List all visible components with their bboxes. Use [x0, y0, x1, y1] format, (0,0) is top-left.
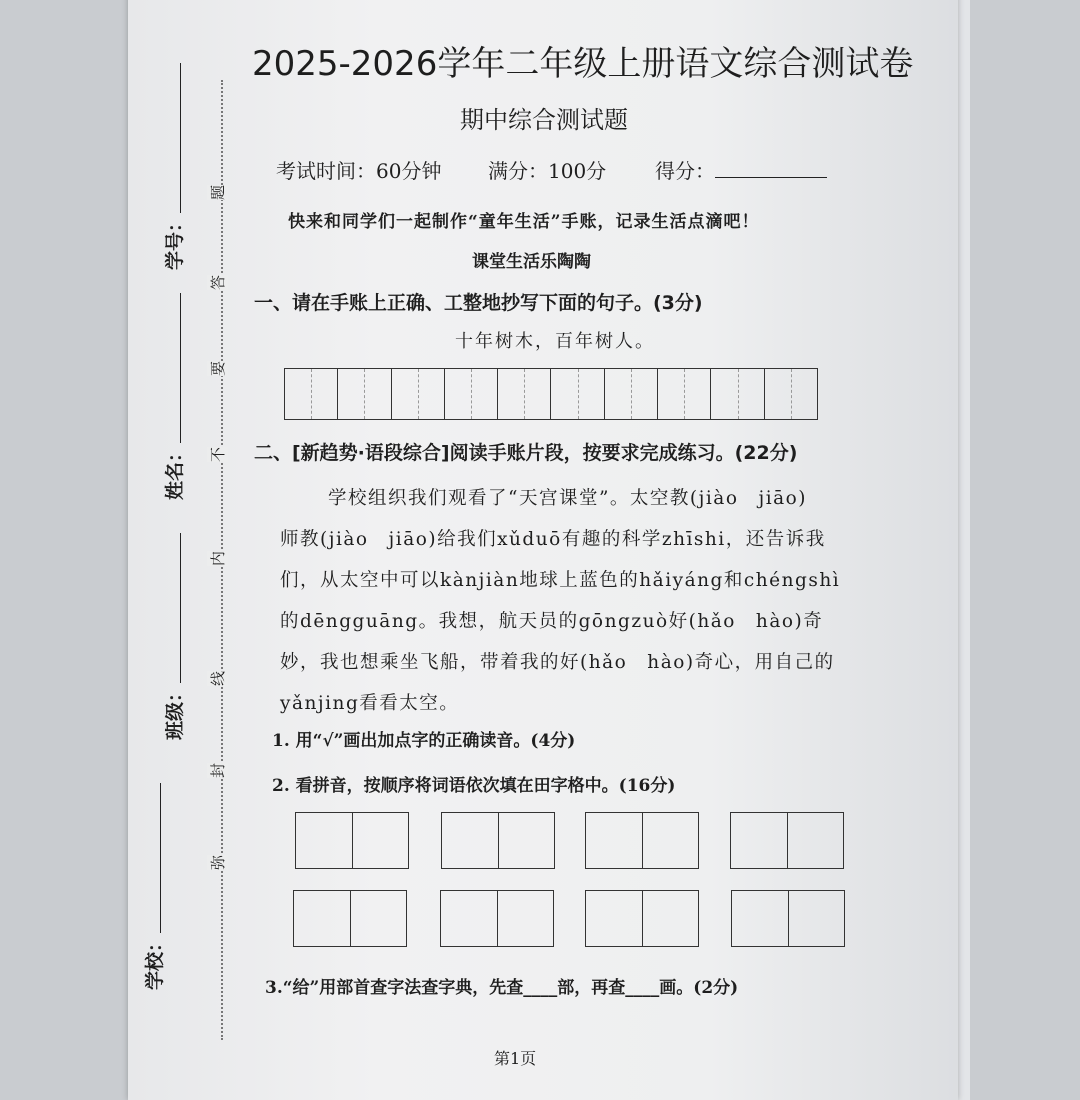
full-score: 满分：100分 [488, 159, 607, 183]
tianzige-box[interactable] [731, 890, 845, 947]
reading-passage: 学校组织我们观看了“天宫课堂”。太空教(jiào jiāo) 师教(jiào jiāo)给我们xǔduō有趣的科学zhīshi，还告诉我 们，从太空中可以kànjiàn地球上蓝色的hǎiyáng和chéngshì 的dēngguāng。我想，航天员的gōngzuò好(hǎo hào)奇 妙，我也想乘坐飞船，带着我的好(hǎo hào)奇心，用自己的 yǎnjing看看太空。 [280, 488, 841, 714]
tianzige-box[interactable] [293, 890, 407, 947]
seal-char: 封 [209, 762, 228, 779]
question-2-title: 二、[新趋势·语段综合]阅读手账片段，按要求完成练习。(22分) [254, 442, 798, 464]
page-number: 第1页 [494, 1049, 537, 1068]
seal-char: 内 [209, 550, 228, 567]
score-field[interactable]: 得分： [655, 155, 827, 184]
question-1-title: 一、请在手账上正确、工整地抄写下面的句子。(3分) [254, 292, 703, 314]
tianzige-box[interactable] [440, 890, 554, 947]
seal-char: 答 [209, 274, 228, 291]
tianzige-box[interactable] [730, 812, 844, 869]
copy-sentence: 十年树木，百年树人。 [455, 331, 655, 352]
writing-grid[interactable] [284, 368, 818, 420]
tianzige-box[interactable] [441, 812, 555, 869]
section-title: 课堂生活乐陶陶 [472, 252, 591, 272]
tianzige-box[interactable] [295, 812, 409, 869]
sub-question-2: 2. 看拼音，按顺序将词语依次填在田字格中。(16分) [272, 776, 676, 796]
intro-text: 快来和同学们一起制作“童年生活”手账，记录生活点滴吧！ [288, 212, 760, 232]
name-field[interactable]: 姓名： [160, 293, 187, 500]
sub-question-1: 1. 用“√”画出加点字的正确读音。(4分) [272, 731, 576, 751]
tianzige-box[interactable] [585, 812, 699, 869]
seal-char: 不 [209, 446, 228, 463]
student-id-field[interactable]: 学号： [160, 63, 187, 270]
seal-char: 线 [209, 670, 228, 687]
seal-char: 题 [209, 184, 228, 201]
sub-question-3: 3.“给”用部首查字法查字典，先查____部，再查____画。(2分) [265, 978, 739, 998]
tianzige-box[interactable] [585, 890, 699, 947]
exam-time: 考试时间：60分钟 [276, 159, 442, 183]
class-field[interactable]: 班级： [160, 533, 187, 740]
seal-char: 弥 [209, 854, 228, 871]
exam-subtitle: 期中综合测试题 [460, 106, 628, 134]
school-field[interactable]: 学校： [140, 783, 167, 990]
seal-char: 要 [209, 360, 228, 377]
exam-title: 2025-2026学年二年级上册语文综合测试卷 [252, 44, 914, 84]
